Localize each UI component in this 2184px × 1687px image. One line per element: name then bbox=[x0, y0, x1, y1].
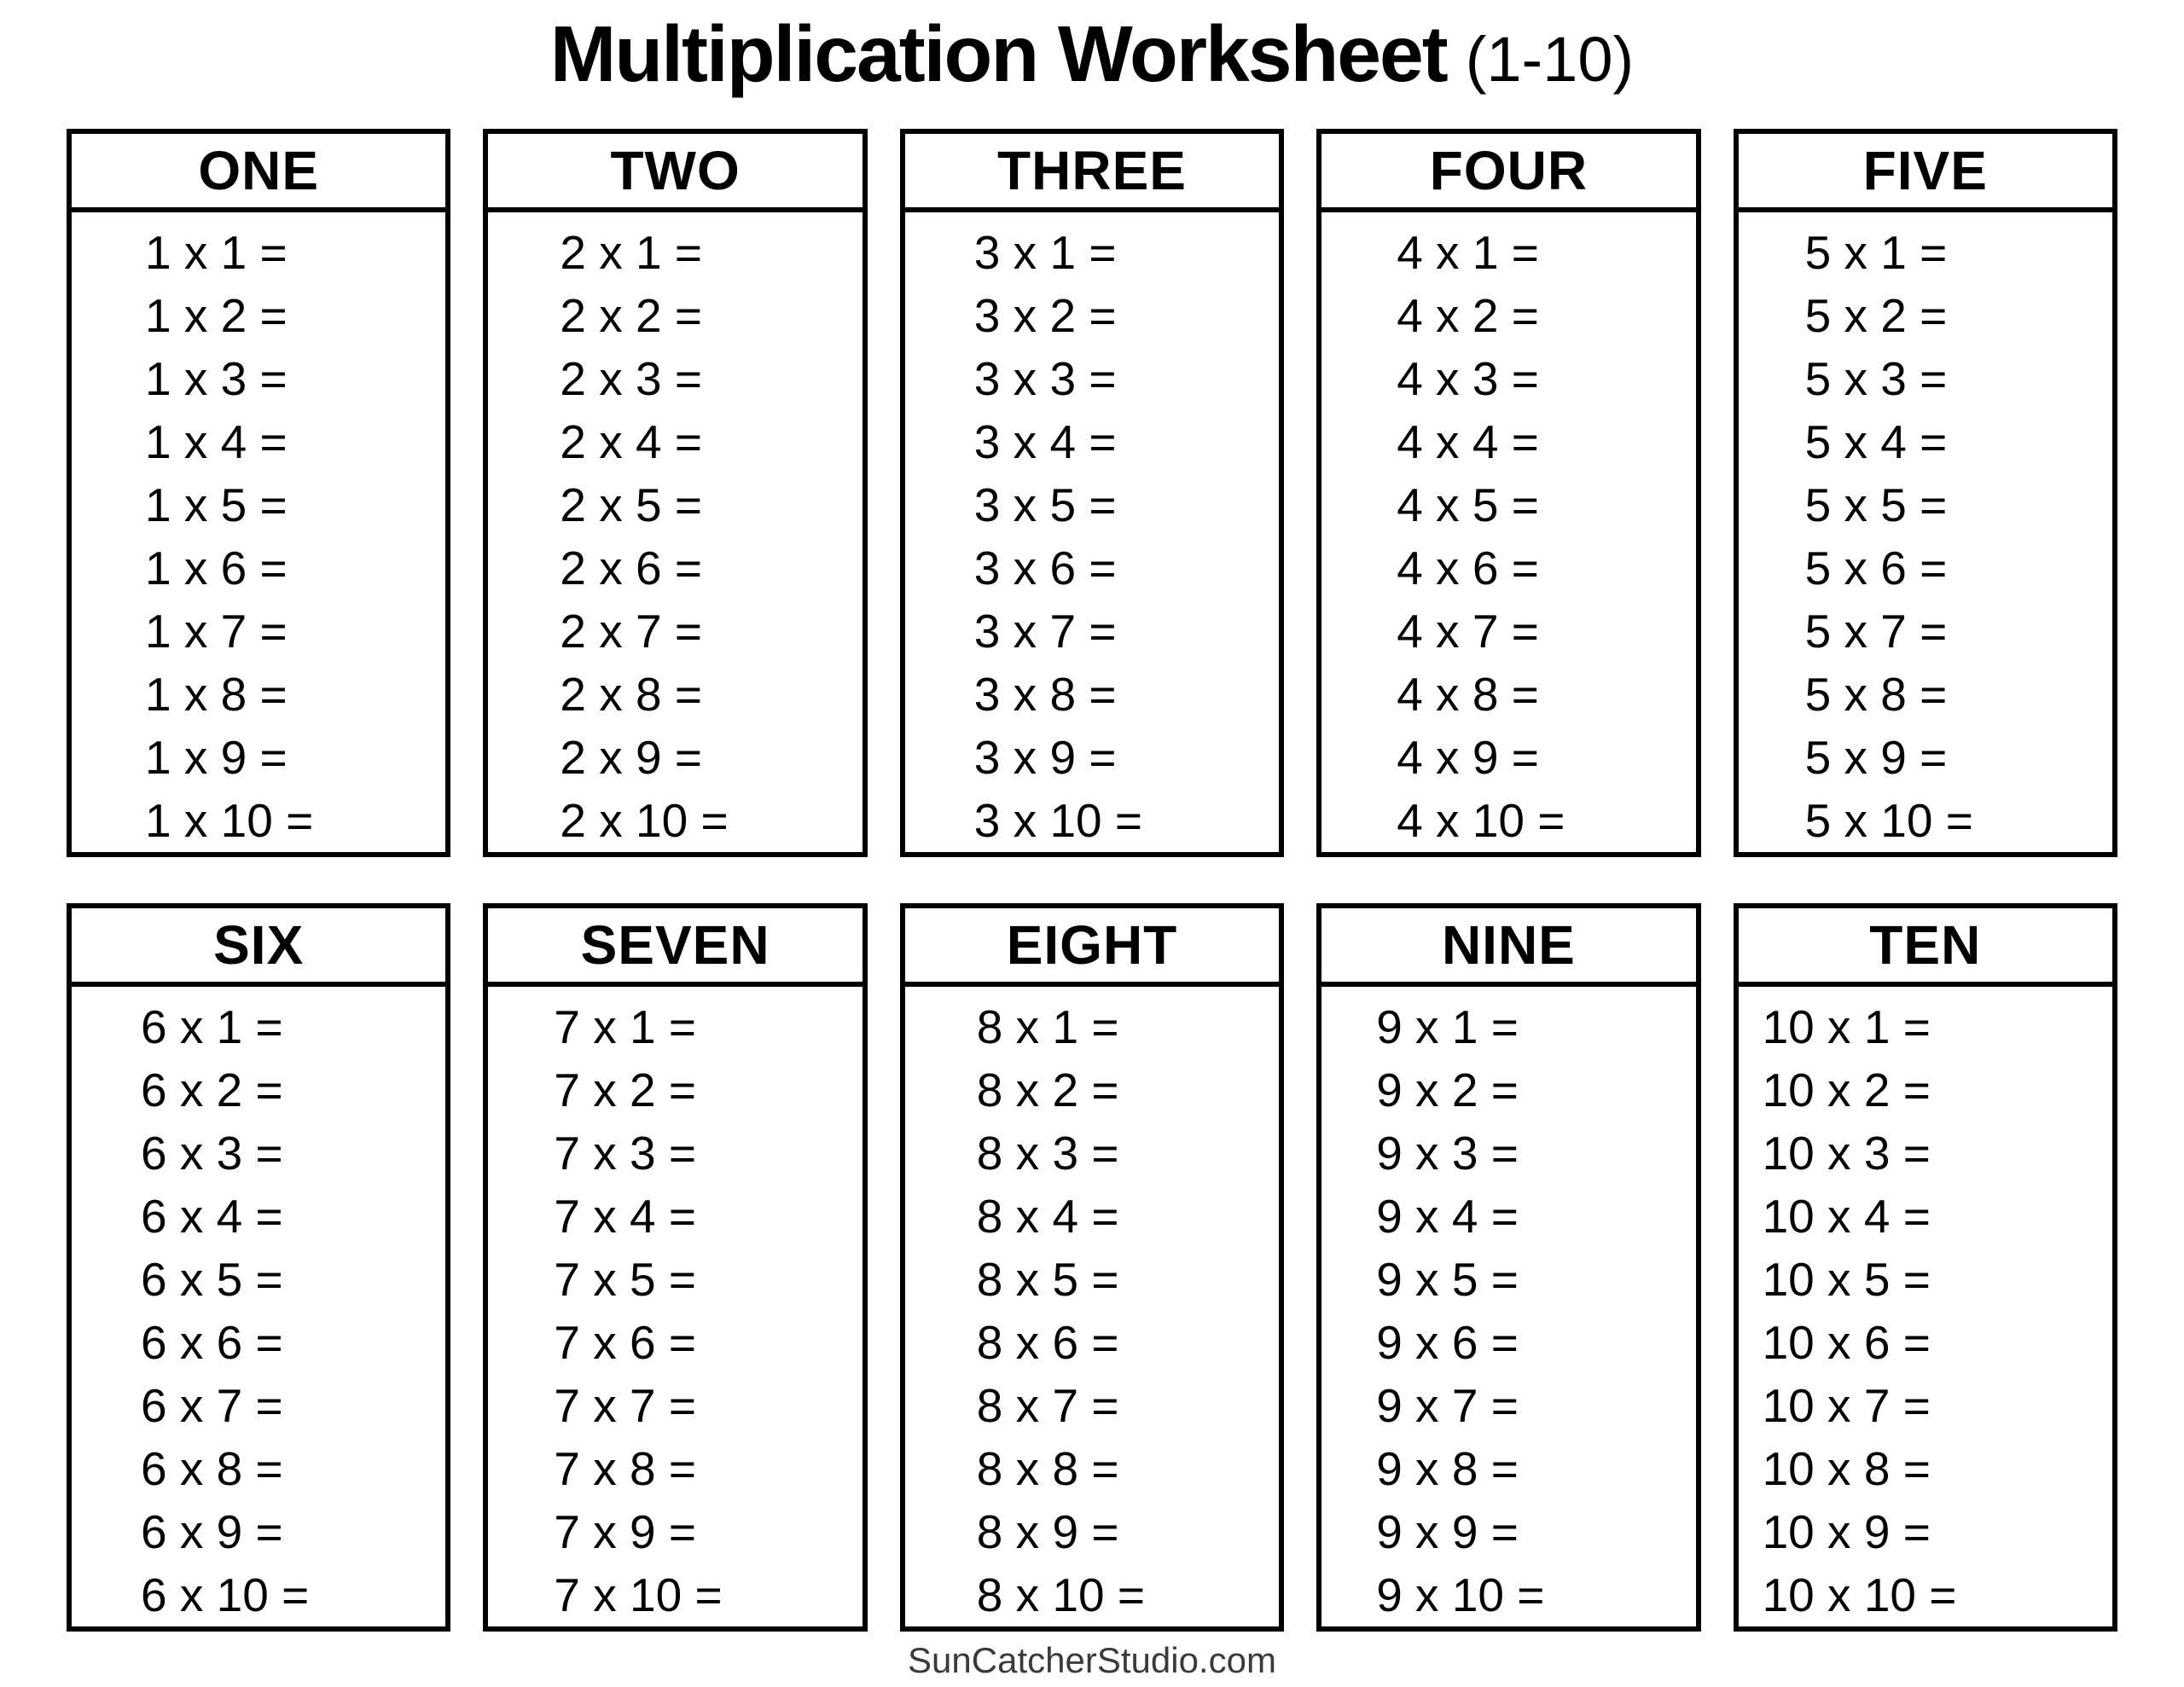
equation-row: 9 x 3 = bbox=[1376, 1127, 1519, 1180]
equation-row: 5 x 5 = bbox=[1804, 478, 1948, 531]
equation-row: 1 x 1 = bbox=[145, 226, 288, 279]
table-seven bbox=[483, 903, 867, 1632]
equation-row: 10 x 9 = bbox=[1762, 1505, 1931, 1558]
equation-row: 3 x 3 = bbox=[973, 352, 1117, 405]
equation-row: 5 x 7 = bbox=[1804, 605, 1948, 658]
equation-row: 3 x 10 = bbox=[973, 794, 1143, 847]
equation-row: 7 x 7 = bbox=[554, 1379, 697, 1432]
equation-row: 6 x 6 = bbox=[141, 1316, 283, 1369]
equation-row: 10 x 7 = bbox=[1762, 1379, 1931, 1432]
equation-row: 9 x 9 = bbox=[1376, 1505, 1519, 1558]
table-six bbox=[67, 903, 450, 1632]
worksheet-grid bbox=[67, 129, 2117, 1632]
equation-row: 2 x 3 = bbox=[560, 352, 703, 405]
equation-row: 4 x 7 = bbox=[1397, 605, 1539, 658]
table-header-label: FOUR bbox=[1321, 134, 1695, 212]
equation-row: 9 x 10 = bbox=[1376, 1568, 1545, 1621]
equation-row: 2 x 6 = bbox=[560, 542, 703, 594]
equation-row: 7 x 10 = bbox=[554, 1568, 723, 1621]
equation-row: 10 x 2 = bbox=[1762, 1064, 1931, 1116]
equation-row: 4 x 9 = bbox=[1397, 731, 1539, 784]
equation-row: 1 x 2 = bbox=[145, 289, 288, 342]
equation-row: 8 x 9 = bbox=[976, 1505, 1119, 1558]
table-header-label: FIVE bbox=[1739, 134, 2112, 212]
table-body bbox=[488, 987, 862, 1626]
equation-row: 8 x 1 = bbox=[976, 1000, 1119, 1053]
equation-row: 2 x 9 = bbox=[560, 731, 703, 784]
title-main-text: Multiplication Worksheet bbox=[549, 9, 1447, 98]
equation-row: 1 x 5 = bbox=[145, 478, 288, 531]
table-body bbox=[72, 212, 445, 852]
equation-row: 2 x 8 = bbox=[560, 668, 703, 721]
equation-row: 2 x 1 = bbox=[560, 226, 703, 279]
equation-row: 5 x 1 = bbox=[1804, 226, 1948, 279]
equation-row: 3 x 7 = bbox=[973, 605, 1117, 658]
title-range-suffix: (1-10) bbox=[1465, 24, 1635, 95]
equation-row: 9 x 1 = bbox=[1376, 1000, 1519, 1053]
equation-row: 2 x 4 = bbox=[560, 415, 703, 468]
table-body bbox=[1321, 987, 1695, 1626]
equation-row: 2 x 2 = bbox=[560, 289, 703, 342]
equation-row: 3 x 6 = bbox=[973, 542, 1117, 594]
equation-row: 9 x 4 = bbox=[1376, 1190, 1519, 1243]
equation-row: 10 x 10 = bbox=[1762, 1568, 1957, 1621]
equation-row: 4 x 8 = bbox=[1397, 668, 1539, 721]
table-two bbox=[483, 129, 867, 857]
page-title bbox=[0, 0, 2184, 129]
table-header-label: TWO bbox=[488, 134, 862, 212]
equation-row: 4 x 10 = bbox=[1397, 794, 1565, 847]
equation-row: 4 x 6 = bbox=[1397, 542, 1539, 594]
equation-row: 5 x 2 = bbox=[1804, 289, 1948, 342]
equation-row: 7 x 5 = bbox=[554, 1253, 697, 1306]
table-eight bbox=[900, 903, 1284, 1632]
table-header-label: SIX bbox=[72, 908, 445, 987]
table-ten bbox=[1734, 903, 2117, 1632]
table-nine bbox=[1316, 903, 1700, 1632]
equation-row: 2 x 5 = bbox=[560, 478, 703, 531]
equation-row: 4 x 2 = bbox=[1397, 289, 1539, 342]
equation-row: 9 x 8 = bbox=[1376, 1442, 1519, 1495]
equation-row: 8 x 5 = bbox=[976, 1253, 1119, 1306]
equation-row: 1 x 10 = bbox=[145, 794, 314, 847]
equation-row: 3 x 9 = bbox=[973, 731, 1117, 784]
equation-row: 10 x 6 = bbox=[1762, 1316, 1931, 1369]
equation-row: 9 x 6 = bbox=[1376, 1316, 1519, 1369]
table-one bbox=[67, 129, 450, 857]
equation-row: 8 x 2 = bbox=[976, 1064, 1119, 1116]
equation-row: 5 x 4 = bbox=[1804, 415, 1948, 468]
equation-row: 5 x 3 = bbox=[1804, 352, 1948, 405]
equation-row: 4 x 5 = bbox=[1397, 478, 1539, 531]
table-header-label: THREE bbox=[905, 134, 1279, 212]
equation-row: 4 x 3 = bbox=[1397, 352, 1539, 405]
footer-credit: SunCatcherStudio.com bbox=[908, 1640, 1276, 1680]
table-header-label: TEN bbox=[1739, 908, 2112, 987]
equation-row: 5 x 6 = bbox=[1804, 542, 1948, 594]
table-header-label: NINE bbox=[1321, 908, 1695, 987]
table-body bbox=[1739, 987, 2112, 1626]
equation-row: 9 x 2 = bbox=[1376, 1064, 1519, 1116]
equation-row: 6 x 1 = bbox=[141, 1000, 283, 1053]
equation-row: 6 x 9 = bbox=[141, 1505, 283, 1558]
equation-row: 6 x 10 = bbox=[141, 1568, 310, 1621]
equation-row: 10 x 5 = bbox=[1762, 1253, 1931, 1306]
table-body bbox=[488, 212, 862, 852]
table-body bbox=[905, 987, 1279, 1626]
equation-row: 6 x 8 = bbox=[141, 1442, 283, 1495]
equation-row: 1 x 3 = bbox=[145, 352, 288, 405]
equation-row: 4 x 1 = bbox=[1397, 226, 1539, 279]
equation-row: 5 x 9 = bbox=[1804, 731, 1948, 784]
equation-row: 7 x 9 = bbox=[554, 1505, 697, 1558]
equation-row: 7 x 6 = bbox=[554, 1316, 697, 1369]
equation-row: 5 x 10 = bbox=[1804, 794, 1973, 847]
equation-row: 7 x 1 = bbox=[554, 1000, 697, 1053]
table-five bbox=[1734, 129, 2117, 857]
equation-row: 3 x 4 = bbox=[973, 415, 1117, 468]
equation-row: 7 x 4 = bbox=[554, 1190, 697, 1243]
equation-row: 10 x 8 = bbox=[1762, 1442, 1931, 1495]
equation-row: 3 x 2 = bbox=[973, 289, 1117, 342]
equation-row: 2 x 7 = bbox=[560, 605, 703, 658]
equation-row: 6 x 7 = bbox=[141, 1379, 283, 1432]
equation-row: 8 x 10 = bbox=[976, 1568, 1146, 1621]
equation-row: 7 x 2 = bbox=[554, 1064, 697, 1116]
table-four bbox=[1316, 129, 1700, 857]
table-header-label: SEVEN bbox=[488, 908, 862, 987]
equation-row: 1 x 6 = bbox=[145, 542, 288, 594]
equation-row: 2 x 10 = bbox=[560, 794, 729, 847]
table-body bbox=[1321, 212, 1695, 852]
equation-row: 9 x 7 = bbox=[1376, 1379, 1519, 1432]
table-header-label: ONE bbox=[72, 134, 445, 212]
table-three bbox=[900, 129, 1284, 857]
equation-row: 6 x 4 = bbox=[141, 1190, 283, 1243]
equation-row: 10 x 3 = bbox=[1762, 1127, 1931, 1180]
equation-row: 3 x 8 = bbox=[973, 668, 1117, 721]
equation-row: 8 x 4 = bbox=[976, 1190, 1119, 1243]
equation-row: 7 x 8 = bbox=[554, 1442, 697, 1495]
table-body bbox=[72, 987, 445, 1626]
equation-row: 8 x 7 = bbox=[976, 1379, 1119, 1432]
equation-row: 8 x 6 = bbox=[976, 1316, 1119, 1369]
equation-row: 8 x 8 = bbox=[976, 1442, 1119, 1495]
equation-row: 10 x 1 = bbox=[1762, 1000, 1931, 1053]
equation-row: 1 x 7 = bbox=[145, 605, 288, 658]
equation-row: 1 x 9 = bbox=[145, 731, 288, 784]
equation-row: 8 x 3 = bbox=[976, 1127, 1119, 1180]
equation-row: 10 x 4 = bbox=[1762, 1190, 1931, 1243]
equation-row: 3 x 1 = bbox=[973, 226, 1117, 279]
equation-row: 5 x 8 = bbox=[1804, 668, 1948, 721]
equation-row: 1 x 8 = bbox=[145, 668, 288, 721]
equation-row: 3 x 5 = bbox=[973, 478, 1117, 531]
table-body bbox=[1739, 212, 2112, 852]
equation-row: 1 x 4 = bbox=[145, 415, 288, 468]
equation-row: 6 x 5 = bbox=[141, 1253, 283, 1306]
equation-row: 4 x 4 = bbox=[1397, 415, 1539, 468]
equation-row: 6 x 3 = bbox=[141, 1127, 283, 1180]
table-body bbox=[905, 212, 1279, 852]
equation-row: 6 x 2 = bbox=[141, 1064, 283, 1116]
equation-row: 7 x 3 = bbox=[554, 1127, 697, 1180]
table-header-label: EIGHT bbox=[905, 908, 1279, 987]
equation-row: 9 x 5 = bbox=[1376, 1253, 1519, 1306]
